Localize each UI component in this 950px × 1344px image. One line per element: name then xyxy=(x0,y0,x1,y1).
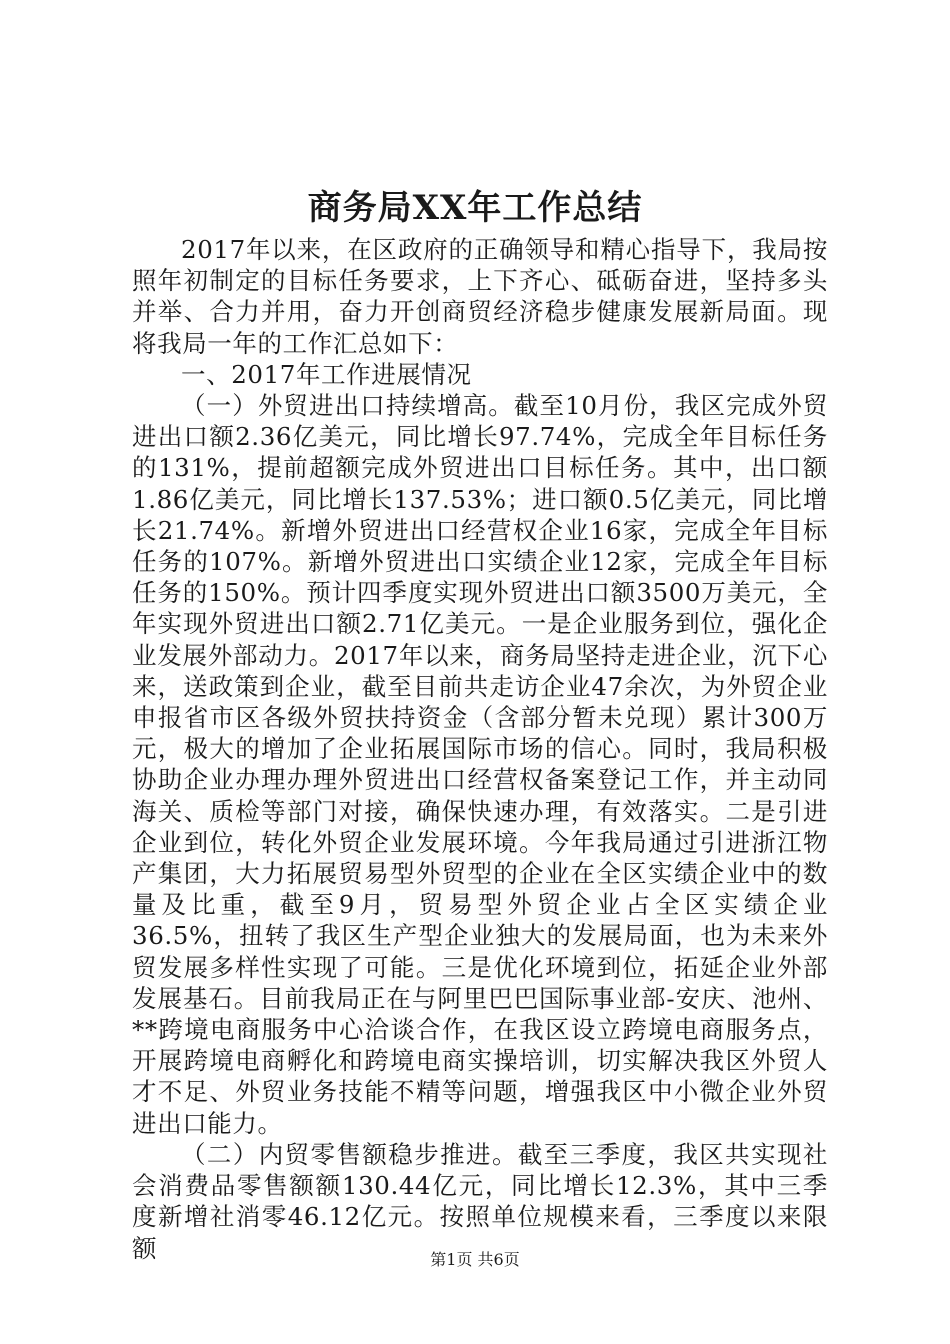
foreign-trade-paragraph: （一）外贸进出口持续增高。截至10月份，我区完成外贸进出口额2.36亿美元，同比增长97.74%，完成全年目标任务的131%，提前超额完成外贸进出口目标任务。其中，出口额1.86亿美元，同比增长137.53%；进口额0.5亿美元，同比增长21.74%。新增外贸进出口经营权企业16家，完成全年目标任务的107%。新增外贸进出口实绩企业12家，完成全年目标任务的150%。预计四季度实现外贸进出口额3500万美元，全年实现外贸进出口额2.71亿美元。一是企业服务到位，强化企业发展外部动力。2017年以来，商务局坚持走进企业，沉下心来，送政策到企业，截至目前共走访企业47余次，为外贸企业申报省市区各级外贸扶持资金（含部分暂未兑现）累计300万元，极大的增加了企业拓展国际市场的信心。同时，我局积极协助企业办理办理外贸进出口经营权备案登记工作，并主动同海关、质检等部门对接，确保快速办理，有效落实。二是引进企业到位，转化外贸企业发展环境。今年我局通过引进浙江物产集团，大力拓展贸易型外贸型的企业在全区实绩企业中的数量及比重，截至9月，贸易型外贸企业占全区实绩企业36.5%，扭转了我区生产型企业独大的发展局面，也为未来外贸发展多样性实现了可能。三是优化环境到位，拓延企业外部发展基石。目前我局正在与阿里巴巴国际事业部-安庆、池州、**跨境电商服务中心洽谈合作，在我区设立跨境电商服务点，开展跨境电商孵化和跨境电商实操培训，切实解决我区外贸人才不足、外贸业务技能不精等问题，增强我区中小微企业外贸进出口能力。 xyxy=(132,391,828,1138)
document-body xyxy=(132,234,828,1264)
page-footer: 第1页 共6页 xyxy=(430,1250,520,1269)
intro-paragraph: 2017年以来，在区政府的正确领导和精心指导下，我局按照年初制定的目标任务要求，上下齐心、砥砺奋进，坚持多头并举、合力并用，奋力开创商贸经济稳步健康发展新局面。现将我局一年的工作汇总如下： xyxy=(132,235,828,358)
document-title: 商务局XX年工作总结 xyxy=(307,188,643,228)
domestic-trade-paragraph: （二）内贸零售额稳步推进。截至三季度，我区共实现社会消费品零售额额130.44亿元，同比增长12.3%，其中三季度新增社消零46.12亿元。按照单位规模来看，三季度以来限额 xyxy=(132,1139,828,1263)
section-heading: 一、2017年工作进展情况 xyxy=(181,359,472,389)
